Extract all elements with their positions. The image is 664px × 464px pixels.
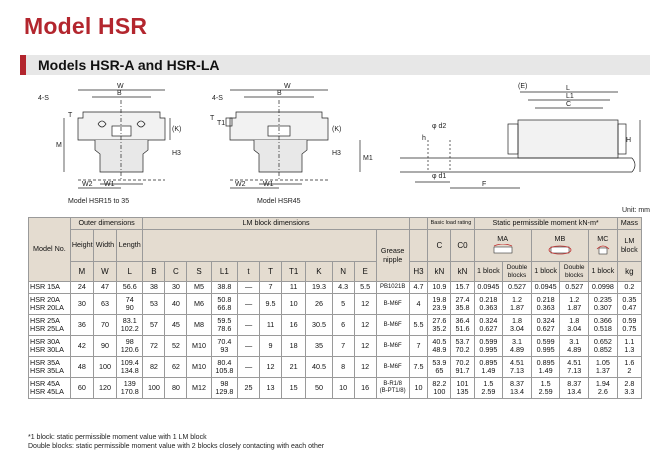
label-k-2: (K) — [332, 126, 342, 133]
cell-ma2: 0.527 — [503, 282, 532, 294]
cell-ma1: 1.5 2.59 — [474, 378, 503, 399]
label-f: F — [482, 181, 487, 188]
ma-1-block: 1 block — [474, 262, 503, 282]
cell-nipple: B-M6F — [376, 315, 409, 336]
sym-t: T — [260, 262, 282, 282]
cell-l1: 38.8 — [211, 282, 237, 294]
cell-mass: 2.8 3.3 — [617, 378, 641, 399]
dimension-drawings — [20, 80, 660, 210]
cell-ma1: 0.895 1.49 — [474, 357, 503, 378]
label-h3: H3 — [172, 150, 181, 157]
section-title: Models HSR-A and HSR-LA — [38, 57, 220, 73]
label-k: (K) — [172, 126, 182, 133]
cell-s: M5 — [187, 282, 211, 294]
cell-cd: 53.9 65 — [428, 357, 451, 378]
cell-s: M10 — [187, 357, 211, 378]
label-w1-2: W1 — [263, 181, 274, 188]
label-w-2: W — [284, 83, 291, 90]
sym-s: S — [187, 262, 211, 282]
cell-t1: 10 — [282, 294, 306, 315]
col-c0-load: C0 — [451, 230, 474, 262]
moment-a-icon — [491, 244, 515, 256]
col-ma — [474, 230, 531, 262]
table-header — [29, 218, 642, 282]
caption-hsr15-35: Model HSR15 to 35 — [68, 198, 130, 205]
footnotes — [28, 433, 324, 452]
cell-l: 109.4 134.8 — [117, 357, 143, 378]
cell-mb2: 3.1 4.89 — [560, 336, 589, 357]
cell-m: 30 — [70, 294, 93, 315]
cell-cd: 10.9 — [428, 282, 451, 294]
label-l1: L1 — [566, 93, 574, 100]
cell-h3: 7 — [409, 336, 428, 357]
cell-mb2: 8.37 13.4 — [560, 378, 589, 399]
unit-kg: kg — [617, 262, 641, 282]
sym-c: C — [165, 262, 187, 282]
cell-c: 40 — [165, 294, 187, 315]
cell-s: M6 — [187, 294, 211, 315]
sym-k: K — [306, 262, 332, 282]
cell-l: 98 120.6 — [117, 336, 143, 357]
col-length: Length — [117, 230, 143, 262]
cell-h3: 5.5 — [409, 315, 428, 336]
cell-ma1: 0.599 0.995 — [474, 336, 503, 357]
cell-mb1: 0.218 0.363 — [531, 294, 560, 315]
sym-w: W — [93, 262, 116, 282]
cell-l1: 59.5 78.6 — [211, 315, 237, 336]
cell-n: 6 — [332, 315, 354, 336]
cell-mb1: 0.0945 — [531, 282, 560, 294]
cell-t: 9.5 — [260, 294, 282, 315]
cell-m: 42 — [70, 336, 93, 357]
cell-e: 12 — [354, 357, 376, 378]
table-row — [29, 282, 642, 294]
label-w1: W1 — [104, 181, 115, 188]
sym-h3: H3 — [409, 262, 428, 282]
cell-nipple: B-M6F — [376, 294, 409, 315]
cell-l: 83.1 102.2 — [117, 315, 143, 336]
cell-t: — — [238, 282, 260, 294]
cell-l: 139 170.8 — [117, 378, 143, 399]
cell-t: 11 — [260, 315, 282, 336]
label-c: C — [566, 101, 572, 108]
mb-label: MB — [554, 234, 566, 244]
cell-b: 72 — [143, 336, 165, 357]
label-m1: M1 — [363, 155, 373, 162]
cell-model: HSR 20A HSR 20LA — [29, 294, 71, 315]
drawing-side-view — [360, 92, 640, 188]
label-h-side: H — [626, 137, 632, 144]
unit-label: Unit: mm — [622, 207, 650, 214]
cell-t1: 15 — [282, 378, 306, 399]
cell-w: 90 — [93, 336, 116, 357]
cell-s: M10 — [187, 336, 211, 357]
cell-b: 100 — [143, 378, 165, 399]
cell-mb2: 0.527 — [560, 282, 589, 294]
cell-cd: 27.6 35.2 — [428, 315, 451, 336]
cell-b: 57 — [143, 315, 165, 336]
cell-b: 82 — [143, 357, 165, 378]
label-h3-2: H3 — [332, 150, 341, 157]
moment-b-icon — [548, 244, 572, 256]
cell-t1: 18 — [282, 336, 306, 357]
table-body — [29, 282, 642, 399]
cell-n: 10 — [332, 378, 354, 399]
cell-mb1: 1.5 2.59 — [531, 378, 560, 399]
cell-cd: 19.8 23.9 — [428, 294, 451, 315]
cell-l1: 80.4 105.8 — [211, 357, 237, 378]
page-title: Model HSR — [24, 13, 148, 39]
label-t: T — [68, 112, 73, 119]
unit-kn-c0: kN — [451, 262, 474, 282]
label-l: L — [566, 85, 570, 92]
col-grease-nipple: Grease nipple — [376, 230, 409, 282]
cell-t1: 11 — [282, 282, 306, 294]
cell-cd: 40.5 48.9 — [428, 336, 451, 357]
cell-k: 35 — [306, 336, 332, 357]
cell-e: 12 — [354, 315, 376, 336]
cell-e: 12 — [354, 336, 376, 357]
label-h: h — [422, 135, 426, 142]
cell-c: 45 — [165, 315, 187, 336]
col-outer: Outer dimensions — [70, 218, 143, 230]
sym-l: L — [117, 262, 143, 282]
cell-t: 9 — [260, 336, 282, 357]
cell-l: 74 90 — [117, 294, 143, 315]
cell-m: 36 — [70, 315, 93, 336]
cell-mass: 1.1 1.3 — [617, 336, 641, 357]
cell-k: 50 — [306, 378, 332, 399]
col-mb — [531, 230, 588, 262]
col-basic-load: Basic load rating — [428, 218, 474, 230]
table-row — [29, 336, 642, 357]
cell-c: 30 — [165, 282, 187, 294]
cell-mb2: 4.51 7.13 — [560, 357, 589, 378]
col-lm-block: LM block dimensions — [143, 218, 409, 230]
cell-c: 62 — [165, 357, 187, 378]
drawing-hsr45 — [226, 90, 328, 188]
cell-t: — — [238, 336, 260, 357]
cell-mc1: 0.366 0.518 — [589, 315, 618, 336]
label-d1: φ d1 — [432, 173, 447, 180]
cell-mb1: 0.324 0.627 — [531, 315, 560, 336]
cell-ma2: 1.8 3.04 — [503, 315, 532, 336]
label-4s: 4-S — [38, 95, 49, 102]
cell-ma1: 0.0945 — [474, 282, 503, 294]
cell-mb2: 1.2 1.87 — [560, 294, 589, 315]
cell-c0: 15.7 — [451, 282, 474, 294]
cell-c: 52 — [165, 336, 187, 357]
cell-h3: 4.7 — [409, 282, 428, 294]
col-lm-spacer — [143, 230, 376, 262]
mb-double: Double blocks — [560, 262, 589, 282]
col-mass-lm: LM block — [617, 230, 641, 262]
table-row — [29, 357, 642, 378]
cell-c0: 53.7 70.2 — [451, 336, 474, 357]
label-w2-2: W2 — [235, 181, 246, 188]
cell-mass: 1.6 2 — [617, 357, 641, 378]
unit-kn-c: kN — [428, 262, 451, 282]
cell-ma1: 0.324 0.627 — [474, 315, 503, 336]
section-header — [20, 55, 650, 75]
cell-l1: 70.4 93 — [211, 336, 237, 357]
spec-table — [28, 217, 642, 399]
sym-t-small: t — [238, 262, 260, 282]
label-t-2: T — [210, 115, 215, 122]
cell-l1: 50.8 66.8 — [211, 294, 237, 315]
cell-mb2: 1.8 3.04 — [560, 315, 589, 336]
cell-m: 48 — [70, 357, 93, 378]
cell-model: HSR 30A HSR 30LA — [29, 336, 71, 357]
footnote-2: Double blocks: static permissible moment value with 2 blocks closely contacting with each other — [28, 443, 325, 451]
col-mass: Mass — [617, 218, 641, 230]
col-width: Width — [93, 230, 116, 262]
cell-w: 120 — [93, 378, 116, 399]
mc-1-block: 1 block — [589, 262, 618, 282]
cell-t: — — [238, 357, 260, 378]
cell-model: HSR 45A HSR 45LA — [29, 378, 71, 399]
mb-1-block: 1 block — [531, 262, 560, 282]
cell-c0: 101 135 — [451, 378, 474, 399]
cell-b: 53 — [143, 294, 165, 315]
ma-label: MA — [497, 234, 509, 244]
cell-ma1: 0.218 0.363 — [474, 294, 503, 315]
cell-t: 7 — [260, 282, 282, 294]
caption-hsr45: Model HSR45 — [257, 198, 301, 205]
cell-k: 19.3 — [306, 282, 332, 294]
cell-l1: 98 129.8 — [211, 378, 237, 399]
label-4s-2: 4-S — [212, 95, 223, 102]
label-e: (E) — [518, 83, 528, 90]
cell-ma2: 4.51 7.13 — [503, 357, 532, 378]
cell-t1: 21 — [282, 357, 306, 378]
table-row — [29, 378, 642, 399]
cell-b: 38 — [143, 282, 165, 294]
drawing-hsr15-35 — [64, 90, 170, 188]
cell-t: 25 — [238, 378, 260, 399]
cell-t: 13 — [260, 378, 282, 399]
col-model: Model No. — [29, 218, 71, 282]
sym-m: M — [70, 262, 93, 282]
cell-m: 24 — [70, 282, 93, 294]
mc-label: MC — [597, 234, 609, 244]
cell-model: HSR 15A — [29, 282, 71, 294]
cell-mb1: 0.895 1.49 — [531, 357, 560, 378]
cell-n: 5 — [332, 294, 354, 315]
cell-nipple: B-R1/8 (B-PT1/8) — [376, 378, 409, 399]
sym-n: N — [332, 262, 354, 282]
cell-n: 4.3 — [332, 282, 354, 294]
cell-mc1: 1.05 1.37 — [589, 357, 618, 378]
cell-h3: 4 — [409, 294, 428, 315]
label-d2: φ d2 — [432, 123, 447, 130]
cell-mass: 0.2 — [617, 282, 641, 294]
cell-mb1: 0.599 0.995 — [531, 336, 560, 357]
cell-ma2: 8.37 13.4 — [503, 378, 532, 399]
cell-nipple: B-M6F — [376, 336, 409, 357]
cell-w: 100 — [93, 357, 116, 378]
cell-nipple: B-M6F — [376, 357, 409, 378]
cell-t: — — [238, 315, 260, 336]
label-b-2: B — [277, 90, 282, 97]
cell-mc1: 0.0998 — [589, 282, 618, 294]
cell-e: 5.5 — [354, 282, 376, 294]
cell-cd: 82.2 100 — [428, 378, 451, 399]
cell-w: 70 — [93, 315, 116, 336]
cell-n: 8 — [332, 357, 354, 378]
cell-e: 12 — [354, 294, 376, 315]
cell-ma2: 3.1 4.89 — [503, 336, 532, 357]
col-h3-spacer — [409, 230, 428, 262]
cell-k: 40.5 — [306, 357, 332, 378]
cell-c0: 27.4 35.8 — [451, 294, 474, 315]
col-mc — [589, 230, 618, 262]
cell-w: 47 — [93, 282, 116, 294]
cell-s: M12 — [187, 378, 211, 399]
label-w2: W2 — [82, 181, 93, 188]
cell-k: 30.5 — [306, 315, 332, 336]
label-b: B — [117, 90, 122, 97]
label-t1: T1 — [217, 120, 226, 127]
cell-l: 56.6 — [117, 282, 143, 294]
cell-h3: 10 — [409, 378, 428, 399]
cell-t: — — [238, 294, 260, 315]
col-c-load: C — [428, 230, 451, 262]
table-row — [29, 315, 642, 336]
col-height: Height — [70, 230, 93, 262]
cell-m: 60 — [70, 378, 93, 399]
cell-t: 12 — [260, 357, 282, 378]
moment-c-icon — [595, 244, 611, 256]
cell-mc1: 1.94 2.6 — [589, 378, 618, 399]
sym-l1: L1 — [211, 262, 237, 282]
cell-nipple: PB1021B — [376, 282, 409, 294]
cell-c0: 36.4 51.6 — [451, 315, 474, 336]
table-row — [29, 294, 642, 315]
col-h3-blank — [409, 218, 428, 230]
sym-b: B — [143, 262, 165, 282]
cell-c0: 70.2 91.7 — [451, 357, 474, 378]
cell-h3: 7.5 — [409, 357, 428, 378]
cell-mc1: 0.652 0.852 — [589, 336, 618, 357]
cell-e: 16 — [354, 378, 376, 399]
footnote-1: *1 block: static permissible moment value with 1 LM block — [28, 434, 207, 441]
cell-w: 63 — [93, 294, 116, 315]
cell-mass: 0.59 0.75 — [617, 315, 641, 336]
cell-ma2: 1.2 1.87 — [503, 294, 532, 315]
sym-e: E — [354, 262, 376, 282]
cell-k: 26 — [306, 294, 332, 315]
cell-model: HSR 25A HSR 25LA — [29, 315, 71, 336]
cell-n: 7 — [332, 336, 354, 357]
cell-c: 80 — [165, 378, 187, 399]
cell-s: M8 — [187, 315, 211, 336]
sym-t1: T1 — [282, 262, 306, 282]
cell-mass: 0.35 0.47 — [617, 294, 641, 315]
cell-mc1: 0.235 0.307 — [589, 294, 618, 315]
col-static-moment: Static permissible moment kN-m* — [474, 218, 617, 230]
ma-double: Double blocks — [503, 262, 532, 282]
cell-t1: 16 — [282, 315, 306, 336]
cell-model: HSR 35A HSR 35LA — [29, 357, 71, 378]
label-w: W — [117, 83, 124, 90]
label-m: M — [56, 142, 62, 149]
